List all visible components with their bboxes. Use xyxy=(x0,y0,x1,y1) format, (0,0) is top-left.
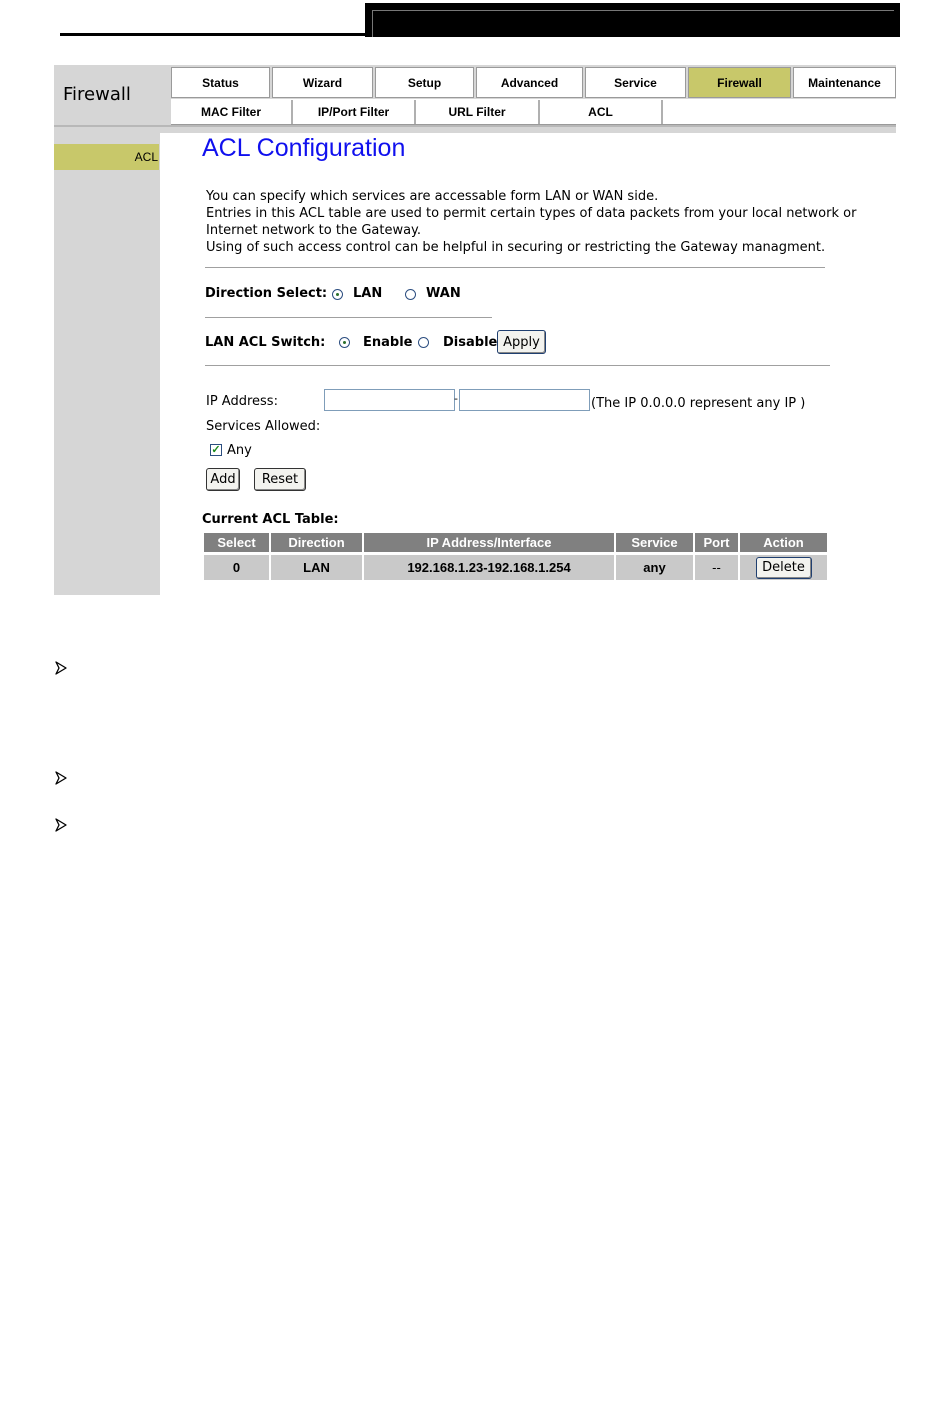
tab-advanced[interactable]: Advanced xyxy=(476,67,583,98)
page-title: ACL Configuration xyxy=(202,134,406,162)
divider xyxy=(205,365,830,366)
acl-enable-label: Enable xyxy=(363,335,413,350)
table-cell-ip: 192.168.1.23-192.168.1.254 xyxy=(364,555,614,580)
subtab-mac-filter[interactable]: MAC Filter xyxy=(171,100,293,124)
delete-button[interactable]: Delete xyxy=(756,557,812,579)
description-line: Entries in this ACL table are used to permit certain types of data packets from your local network or xyxy=(206,206,857,221)
divider xyxy=(205,317,492,318)
tab-maintenance[interactable]: Maintenance xyxy=(793,67,896,98)
any-service-label: Any xyxy=(227,443,252,458)
table-cell-action xyxy=(740,555,827,580)
subtab-acl[interactable]: ACL xyxy=(540,100,663,124)
header-band-inner-line xyxy=(372,10,894,11)
sidebar-item-label: ACL xyxy=(134,150,158,164)
table-cell-service: any xyxy=(616,555,693,580)
acl-enable-radio[interactable] xyxy=(339,337,350,348)
section-brand-label: Firewall xyxy=(63,84,131,105)
table-header: Port xyxy=(695,533,738,552)
acl-table-caption: Current ACL Table: xyxy=(202,512,339,527)
table-header: Service xyxy=(616,533,693,552)
tab-service[interactable]: Service xyxy=(585,67,686,98)
header-rule xyxy=(60,33,365,36)
bullet-arrow-icon xyxy=(55,661,67,675)
tab-setup[interactable]: Setup xyxy=(375,67,474,98)
description-line: You can specify which services are accessable form LAN or WAN side. xyxy=(206,189,659,204)
ip-range-separator: - xyxy=(454,392,458,405)
tab-wizard[interactable]: Wizard xyxy=(272,67,373,98)
direction-lan-radio[interactable] xyxy=(332,289,343,300)
nav-divider xyxy=(54,125,896,127)
ip-address-label: IP Address: xyxy=(206,394,278,409)
tab-firewall[interactable]: Firewall xyxy=(688,67,791,98)
acl-switch-label: LAN ACL Switch: xyxy=(205,335,326,350)
tab-status[interactable]: Status xyxy=(171,67,270,98)
table-header: Select xyxy=(204,533,269,552)
bullet-arrow-icon xyxy=(55,771,67,785)
services-allowed-label: Services Allowed: xyxy=(206,419,321,434)
direction-lan-label: LAN xyxy=(353,286,383,301)
ip-start-input[interactable] xyxy=(324,389,455,411)
apply-button[interactable]: Apply xyxy=(497,330,546,354)
header-band-inner-line xyxy=(372,10,373,37)
reset-button[interactable]: Reset xyxy=(254,468,306,491)
description-line: Internet network to the Gateway. xyxy=(206,223,422,238)
direction-select-label: Direction Select: xyxy=(205,286,328,301)
ip-end-input[interactable] xyxy=(459,389,590,411)
table-header: IP Address/Interface xyxy=(364,533,614,552)
table-header: Direction xyxy=(271,533,362,552)
table-cell-port: -- xyxy=(695,555,738,580)
table-cell-select: 0 xyxy=(204,555,269,580)
subtab-ip-port-filter[interactable]: IP/Port Filter xyxy=(293,100,416,124)
header-band xyxy=(365,3,900,37)
acl-disable-label: Disable xyxy=(443,335,498,350)
any-service-checkbox[interactable]: ✓ xyxy=(211,444,221,456)
bullet-arrow-icon xyxy=(55,818,67,832)
subtab-url-filter[interactable]: URL Filter xyxy=(416,100,540,124)
table-cell-direction: LAN xyxy=(271,555,362,580)
direction-wan-label: WAN xyxy=(426,286,461,301)
ip-hint-text: (The IP 0.0.0.0 represent any IP ) xyxy=(591,396,806,411)
table-header: Action xyxy=(740,533,827,552)
sidebar-item-acl[interactable] xyxy=(54,144,159,170)
divider xyxy=(205,267,825,268)
direction-wan-radio[interactable] xyxy=(405,289,416,300)
add-button[interactable]: Add xyxy=(206,468,240,491)
description-line: Using of such access control can be helpful in securing or restricting the Gateway managment. xyxy=(206,240,826,255)
acl-disable-radio[interactable] xyxy=(418,337,429,348)
